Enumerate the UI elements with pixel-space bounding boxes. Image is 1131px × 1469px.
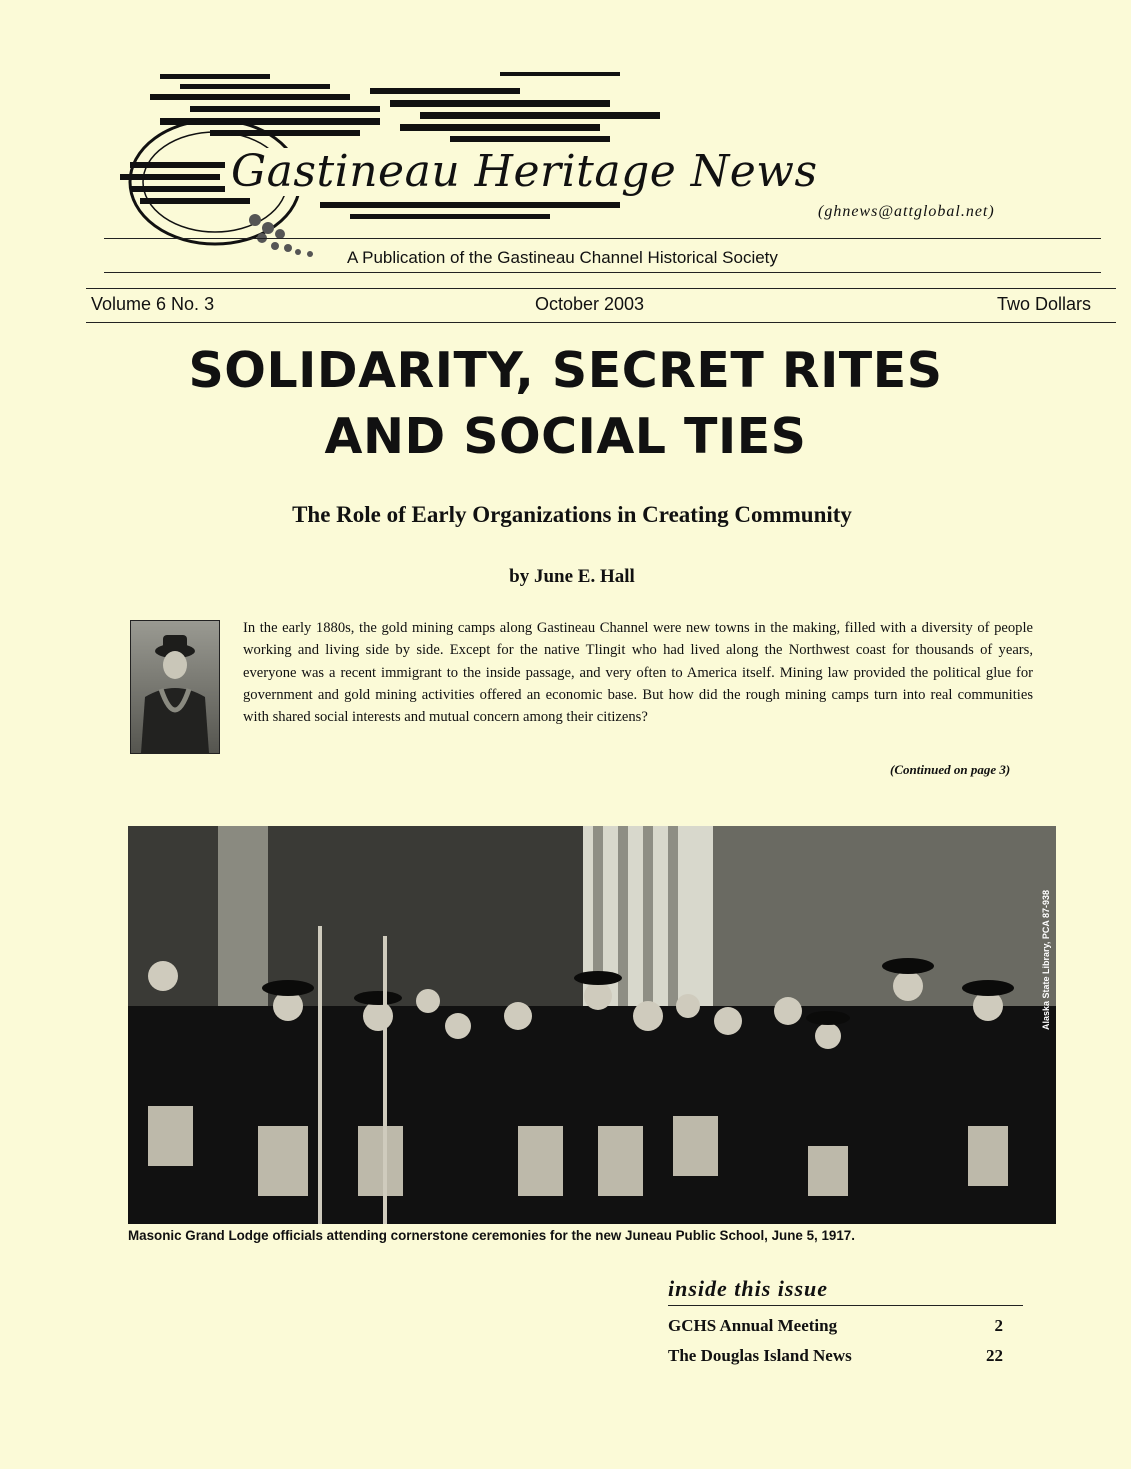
- toc-item-page: 22: [986, 1346, 1003, 1365]
- headline-line-2: AND SOCIAL TIES: [324, 408, 807, 465]
- issue-date: October 2003: [535, 294, 645, 314]
- publication-tagline: A Publication of the Gastineau Channel Historical Society: [347, 248, 778, 267]
- toc-item: [668, 1316, 1023, 1336]
- toc-item-page: 2: [994, 1316, 1003, 1335]
- toc-item: [668, 1346, 1023, 1366]
- toc-item-label: GCHS Annual Meeting: [668, 1316, 838, 1335]
- photo-caption: Masonic Grand Lodge officials attending cornerstone ceremonies for the new Juneau Public School, June 5, 1917.: [128, 1228, 855, 1243]
- contact-email: (ghnews@attglobal.net): [818, 203, 995, 220]
- toc-item-label: The Douglas Island News: [668, 1346, 852, 1365]
- issue-rule-top: [86, 288, 1116, 289]
- continued-on-link: (Continued on page 3): [890, 762, 1011, 777]
- inside-this-issue-box: [668, 1276, 1023, 1366]
- issue-rule-bottom: [86, 322, 1116, 323]
- issue-price: Two Dollars: [997, 294, 1092, 314]
- issue-volume: Volume 6 No. 3: [91, 294, 215, 314]
- author-portrait-photo: [130, 620, 220, 754]
- article-byline: by June E. Hall: [509, 566, 635, 587]
- toc-rule: [668, 1305, 1023, 1306]
- masthead-rule-middle: [104, 272, 1101, 273]
- article-subtitle: The Role of Early Organizations in Creating Community: [292, 502, 852, 527]
- masonic-lodge-group-photo: [128, 826, 1056, 1224]
- masthead-rule-top: [104, 238, 1101, 239]
- toc-title: inside this issue: [668, 1276, 829, 1301]
- photo-credit: Alaska State Library, PCA 87-938: [1041, 889, 1051, 1030]
- nameplate-title: Gastineau Heritage News: [225, 148, 824, 196]
- article-lede-paragraph: In the early 1880s, the gold mining camps along Gastineau Channel were new towns in the making, filled with a diversity of people working and living side by side. Except for the native Tlingit who had lived along the Northwest coast for thousands of years, everyone was a recent immigrant to the inside passage, and very often to America itself. Mining law provided the political glue for government and gold mining activities offered an economic base. But how did the rough mining camps turn into real communities with shared social interests and mutual concern among their citizens?: [243, 620, 1033, 726]
- headline-line-1: SOLIDARITY, SECRET RITES: [188, 342, 943, 399]
